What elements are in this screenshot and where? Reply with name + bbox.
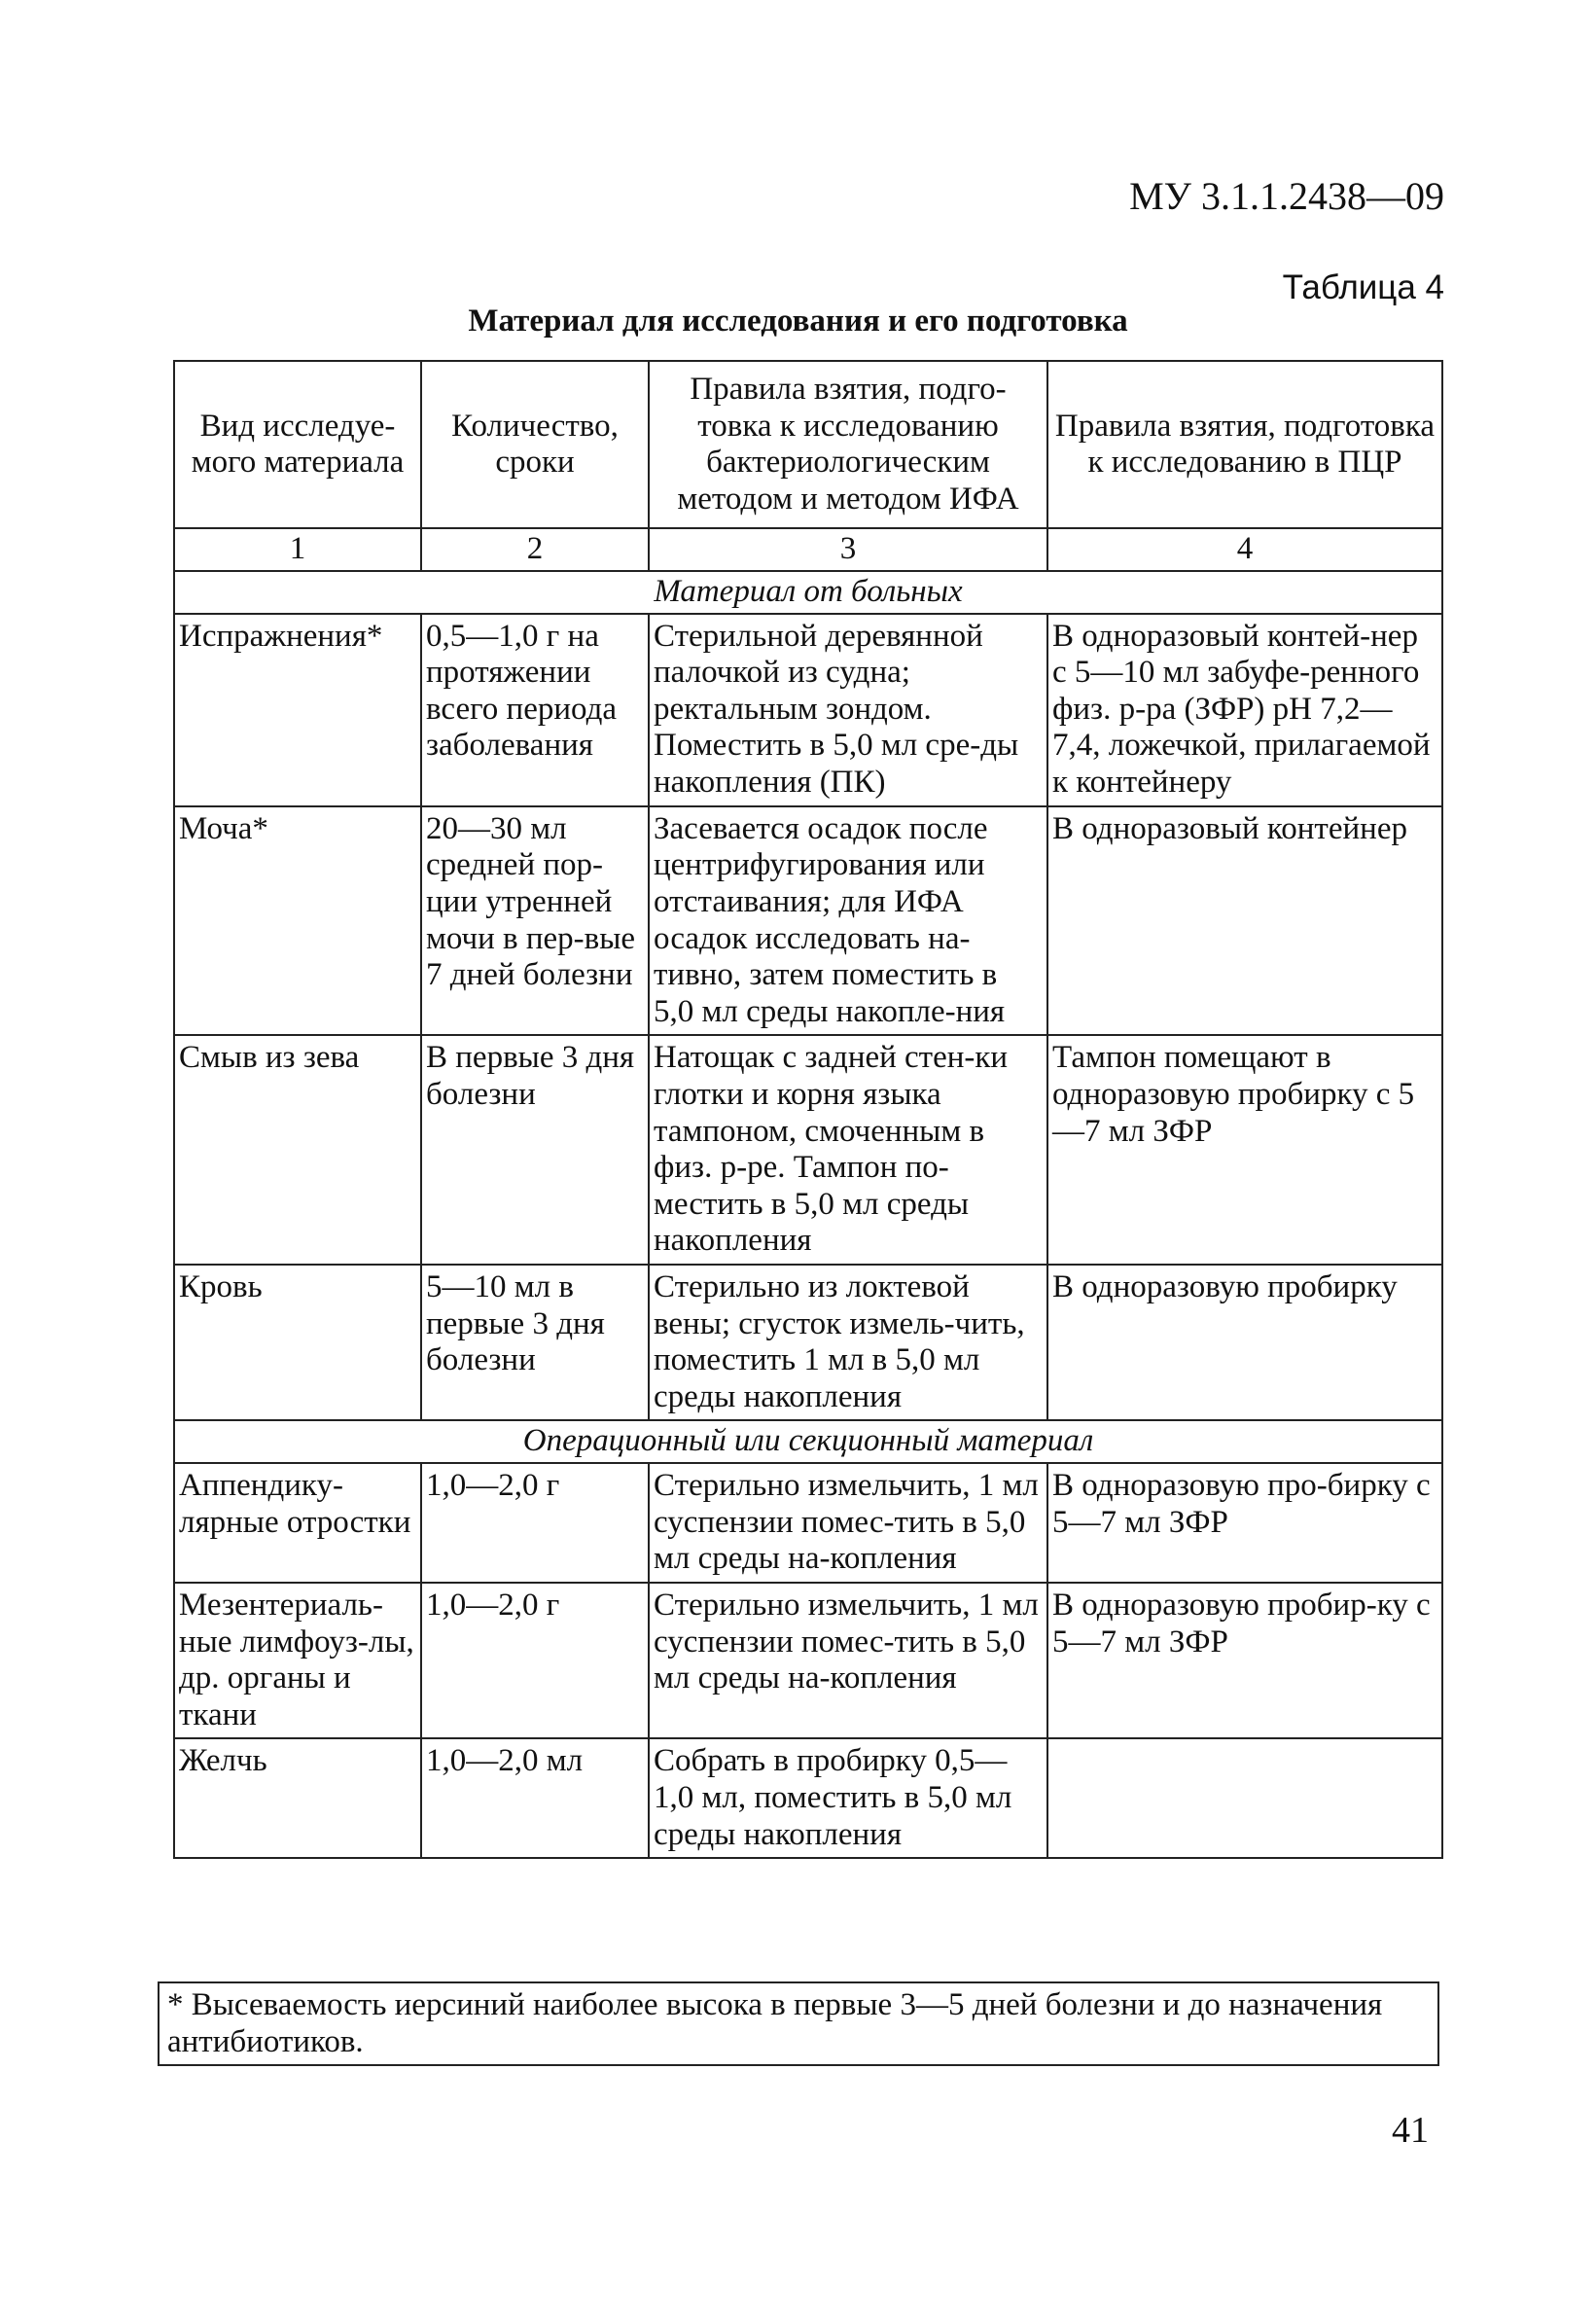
cell-material: Аппендику-лярные отростки [174, 1463, 421, 1583]
section-row [174, 1420, 1442, 1463]
footnote-box [158, 1981, 1439, 2066]
header-cell-amount: Количество, сроки [421, 361, 649, 528]
cell-bacteriological: Собрать в пробирку 0,5—1,0 мл, поместить в 5,0 мл среды накопления [649, 1738, 1047, 1858]
table-row [174, 1583, 1442, 1738]
cell-amount: 0,5—1,0 г на протяжении всего периода заболевания [421, 614, 649, 806]
cell-material: Моча* [174, 806, 421, 1036]
column-number: 3 [649, 528, 1047, 571]
cell-pcr: В одноразовую про-бирку с 5—7 мл ЗФР [1047, 1463, 1442, 1583]
header-cell-material: Вид исследуе-мого материала [174, 361, 421, 528]
cell-material: Мезентериаль-ные лимфоуз-лы, др. органы и ткани [174, 1583, 421, 1738]
column-number: 2 [421, 528, 649, 571]
cell-pcr: В одноразовый контей-нер с 5—10 мл забуфе-ренного физ. р-ра (ЗФР) pH 7,2—7,4, ложечкой, прилагаемой к контейнеру [1047, 614, 1442, 806]
table-row [174, 1738, 1442, 1858]
cell-pcr: В одноразовую пробир-ку с 5—7 мл ЗФР [1047, 1583, 1442, 1738]
cell-pcr: В одноразовый контейнер [1047, 806, 1442, 1036]
cell-amount: 1,0—2,0 г [421, 1583, 649, 1738]
cell-material: Кровь [174, 1265, 421, 1420]
page-number: 41 [1392, 2110, 1429, 2151]
cell-bacteriological: Натощак с задней стен-ки глотки и корня языка тампоном, смоченным в физ. р-ре. Тампон по-местить в 5,0 мл среды накопления [649, 1035, 1047, 1265]
header-cell-pcr: Правила взятия, подготовка к исследованию в ПЦР [1047, 361, 1442, 528]
table-row [174, 1463, 1442, 1583]
table-row [174, 1035, 1442, 1265]
cell-amount: 1,0—2,0 мл [421, 1738, 649, 1858]
cell-amount: 5—10 мл в первые 3 дня болезни [421, 1265, 649, 1420]
cell-pcr [1047, 1738, 1442, 1858]
cell-bacteriological: Стерильной деревянной палочкой из судна; ректальным зондом. Поместить в 5,0 мл сре-ды накопления (ПК) [649, 614, 1047, 806]
cell-material: Желчь [174, 1738, 421, 1858]
cell-pcr: В одноразовую пробирку [1047, 1265, 1442, 1420]
cell-bacteriological: Стерильно измельчить, 1 мл суспензии помес-тить в 5,0 мл среды на-копления [649, 1463, 1047, 1583]
cell-material: Испражнения* [174, 614, 421, 806]
header-cell-bacteriological: Правила взятия, подго-товка к исследованию бактериологическим методом и методом ИФА [649, 361, 1047, 528]
table-row [174, 1265, 1442, 1420]
section-title-surgical: Операционный или секционный материал [174, 1420, 1442, 1463]
cell-amount: 20—30 мл средней пор-ции утренней мочи в пер-вые 7 дней болезни [421, 806, 649, 1036]
column-number-row [174, 528, 1442, 571]
column-number: 1 [174, 528, 421, 571]
table-label: Таблица 4 [1282, 268, 1444, 306]
cell-pcr: Тампон помещают в одноразовую пробирку с 5—7 мл ЗФР [1047, 1035, 1442, 1265]
cell-amount: 1,0—2,0 г [421, 1463, 649, 1583]
column-number: 4 [1047, 528, 1442, 571]
cell-bacteriological: Засевается осадок после центрифугирования или отстаивания; для ИФА осадок исследовать на-тивно, затем поместить в 5,0 мл среды накопле-ния [649, 806, 1047, 1036]
cell-bacteriological: Стерильно из локтевой вены; сгусток измель-чить, поместить 1 мл в 5,0 мл среды накопления [649, 1265, 1047, 1420]
table-title: Материал для исследования и его подготовка [468, 303, 1128, 339]
footnote-text: * Высеваемость иерсиний наиболее высока в первые 3—5 дней болезни и до назначения антибиотиков. [167, 1987, 1383, 2059]
cell-amount: В первые 3 дня болезни [421, 1035, 649, 1265]
table-row [174, 806, 1442, 1036]
cell-material: Смыв из зева [174, 1035, 421, 1265]
header-row [174, 361, 1442, 528]
section-title-patients: Материал от больных [174, 571, 1442, 614]
material-table [173, 360, 1443, 1859]
table-row [174, 614, 1442, 806]
document-code: МУ 3.1.1.2438—09 [1129, 174, 1444, 218]
section-row [174, 571, 1442, 614]
cell-bacteriological: Стерильно измельчить, 1 мл суспензии помес-тить в 5,0 мл среды на-копления [649, 1583, 1047, 1738]
